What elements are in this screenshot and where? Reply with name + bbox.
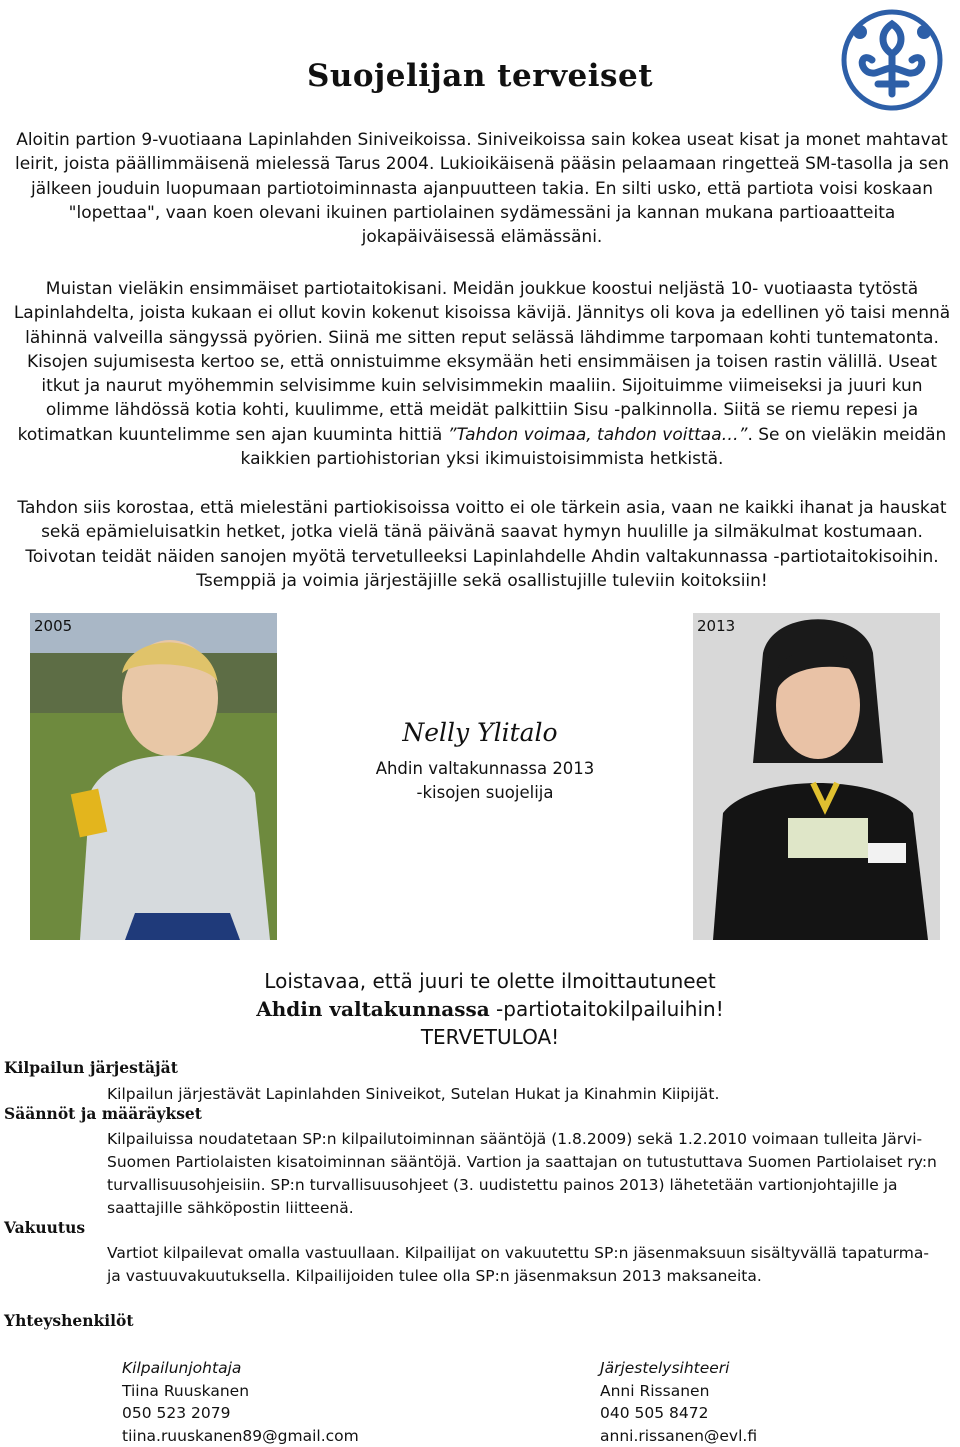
welcome-block	[190, 967, 790, 1051]
contact-email[interactable]: anni.rissanen@evl.fi	[600, 1425, 757, 1447]
contact-phone: 040 505 8472	[600, 1402, 757, 1425]
contacts-heading: Yhteyshenkilöt	[4, 1311, 134, 1330]
signature-caption	[290, 757, 680, 805]
memory-text: Muistan vieläkin ensimmäiset partiotaitokisani. Meidän joukkue koostui neljästä 10- vuotiaasta tytöstä Lapinlahdelta, joista kukaan ei ollut kovin kokenut kisoissa kävijä. Jännitys oli kova ja edellinen yö taisi mennä lähinnä valveilla sängyssä pyörien. Siinä me sitten reput selässä lähdimme tarpomaan kohti tuntematonta. Kisojen sujumisesta kertoo se, että onnistuimme eksymään heti ensimmäisen ja toisen rastin välillä. Useat itkut ja naurut myöhemmin selvisimme kuin selvisimmekin maaliin. Sijoituimme viimeiseksi ja juuri kun olimme lähdössä kotia kohti, kuulimme, että meidät palkittiin Sisu -palkinnolla. Siitä se riemu repesi ja kotimatkan kuuntelimme sen ajan kuuminta hittiä	[14, 279, 950, 445]
contact-card	[122, 1357, 359, 1447]
photo-year-right: 2013	[697, 617, 735, 635]
welcome-line-2-rest: -partiotaitokilpailuihin!	[490, 997, 724, 1021]
contact-role: Kilpailunjohtaja	[122, 1357, 359, 1380]
signature-line-2: -kisojen suojelija	[290, 781, 680, 805]
contact-card	[600, 1357, 757, 1447]
welcome-line-2	[190, 995, 790, 1023]
page-title: Suojelijan terveiset	[0, 58, 960, 94]
welcome-line-3: TERVETULOA!	[190, 1023, 790, 1051]
organizers-heading: Kilpailun järjestäjät	[4, 1058, 178, 1077]
contact-phone: 050 523 2079	[122, 1402, 359, 1425]
memory-text-end: . Se on vieläkin meidän kaikkien partiohistorian yksi ikimuistoisimmista hetkistä.	[241, 425, 947, 469]
contact-name: Tiina Ruuskanen	[122, 1380, 359, 1403]
contact-role: Järjestelysihteeri	[600, 1357, 757, 1380]
photo-2013	[693, 613, 940, 940]
contact-email[interactable]: tiina.ruuskanen89@gmail.com	[122, 1425, 359, 1447]
greeting-paragraph: Tahdon siis korostaa, että mielestäni partiokisoissa voitto ei ole tärkein asia, vaan ne kaikki ihanat ja hauskat sekä epämieluisatkin hetket, jotka vielä tänä päivänä saavat hymyn huulille ja silmäkulmat kostumaan. Toivotan teidät näiden sanojen myötä tervetulleeksi Lapinlahdelle Ahdin valtakunnassa -partiotaitokisoihin. Tsemppiä ja voimia järjestäjille sekä osallistujille tuleviin koitoksiin!	[10, 496, 954, 593]
photo-2005	[30, 613, 277, 940]
signature-name: Nelly Ylitalo	[290, 718, 670, 747]
insurance-heading: Vakuutus	[4, 1218, 85, 1237]
insurance-text: Vartiot kilpailevat omalla vastuullaan. Kilpailijat on vakuutettu SP:n jäsenmaksuun sisältyvällä tapaturma- ja vastuuvakuutuksella. Kilpailijoiden tulee olla SP:n jäsenmaksun 2013 maksaneita.	[107, 1242, 947, 1288]
memory-paragraph	[10, 277, 954, 471]
signature-line-1: Ahdin valtakunnassa 2013	[290, 757, 680, 781]
event-name: Ahdin valtakunnassa	[256, 997, 489, 1021]
contact-name: Anni Rissanen	[600, 1380, 757, 1403]
song-title: ”Tahdon voimaa, tahdon voittaa…”	[448, 425, 748, 445]
organizers-text: Kilpailun järjestävät Lapinlahden Siniveikot, Sutelan Hukat ja Kinahmin Kiipijät.	[107, 1083, 947, 1106]
rules-heading: Säännöt ja määräykset	[4, 1104, 202, 1123]
rules-text: Kilpailuissa noudatetaan SP:n kilpailutoiminnan sääntöjä (1.8.2009) sekä 1.2.2010 voimaan tulleita Järvi-Suomen Partiolaisten kisatoiminnan sääntöjä. Vartion ja saattajan on tutustuttava Suomen Partiolaiset ry:n turvallisuusohjeisiin. SP:n turvallisuusohjeet (3. uudistettu painos 2013) lähetetään vartionjohtajille ja saattajille sähköpostin liitteenä.	[107, 1128, 947, 1220]
intro-paragraph: Aloitin partion 9-vuotiaana Lapinlahden Siniveikoissa. Siniveikoissa sain kokea useat kisat ja monet mahtavat leirit, joista päällimmäisenä mielessä Tarus 2004. Lukioikäisenä pääsin pelaamaan ringetteä SM-tasolla ja sen jälkeen jouduin luopumaan partiotoiminnasta ajanpuutteen takia. En silti usko, että partiota voisi koskaan "lopettaa", vaan koen olevani ikuinen partiolainen sydämessäni ja kannan mukana partioaatteita jokapäiväisessä elämässäni.	[10, 128, 954, 249]
scout-fleur-de-lis-logo-icon	[832, 2, 944, 114]
photo-year-left: 2005	[34, 617, 72, 635]
welcome-line-1: Loistavaa, että juuri te olette ilmoittautuneet	[190, 967, 790, 995]
